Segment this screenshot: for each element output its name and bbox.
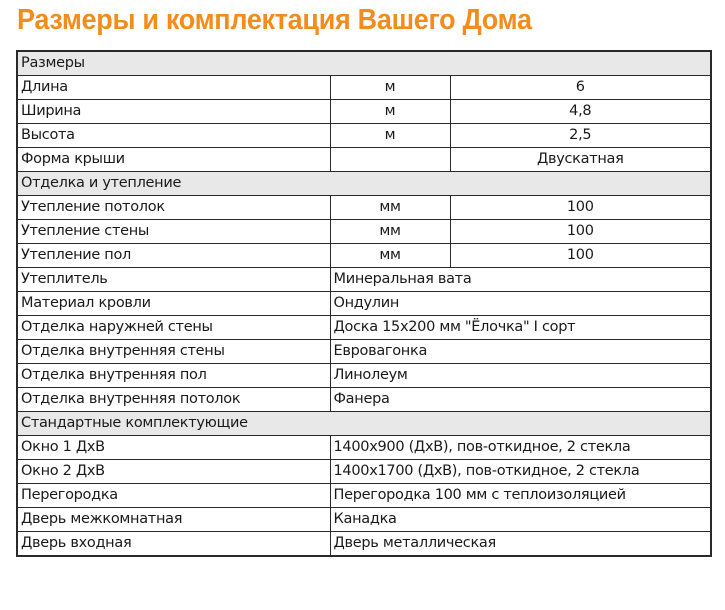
row-value: Минеральная вата — [330, 268, 711, 292]
row-value: Канадка — [330, 508, 711, 532]
row-label: Перегородка — [17, 484, 330, 508]
table-row — [17, 388, 711, 412]
table-row — [17, 436, 711, 460]
row-label: Материал кровли — [17, 292, 330, 316]
row-label: Утепление стены — [17, 220, 330, 244]
row-value: 4,8 — [450, 100, 711, 124]
section-header-components — [17, 412, 711, 436]
row-label: Отделка внутренняя пол — [17, 364, 330, 388]
row-value: Доска 15х200 мм "Ёлочка" I сорт — [330, 316, 711, 340]
row-value: Евровагонка — [330, 340, 711, 364]
table-row — [17, 364, 711, 388]
row-unit: м — [330, 100, 450, 124]
row-label: Отделка внутренняя потолок — [17, 388, 330, 412]
row-value: 1400х900 (ДхВ), пов-откидное, 2 стекла — [330, 436, 711, 460]
table-row — [17, 196, 711, 220]
row-label: Длина — [17, 76, 330, 100]
row-value: Линолеум — [330, 364, 711, 388]
row-unit: мм — [330, 244, 450, 268]
table-row — [17, 340, 711, 364]
row-label: Отделка внутренняя стены — [17, 340, 330, 364]
row-label: Ширина — [17, 100, 330, 124]
row-value: 100 — [450, 196, 711, 220]
table-row — [17, 316, 711, 340]
row-value: Фанера — [330, 388, 711, 412]
row-unit: мм — [330, 220, 450, 244]
table-row — [17, 100, 711, 124]
section-header-finishing — [17, 172, 711, 196]
section-label: Отделка и утепление — [17, 172, 711, 196]
row-value: Дверь металлическая — [330, 532, 711, 557]
row-label: Окно 2 ДхВ — [17, 460, 330, 484]
row-value: 100 — [450, 220, 711, 244]
section-label: Размеры — [17, 51, 711, 76]
table-row — [17, 268, 711, 292]
table-row — [17, 220, 711, 244]
table-row — [17, 484, 711, 508]
table-row — [17, 76, 711, 100]
specifications-table — [16, 50, 712, 557]
row-unit — [330, 148, 450, 172]
table-row — [17, 148, 711, 172]
row-label: Форма крыши — [17, 148, 330, 172]
table-row — [17, 292, 711, 316]
row-value: 1400х1700 (ДхВ), пов-откидное, 2 стекла — [330, 460, 711, 484]
section-label: Стандартные комплектующие — [17, 412, 711, 436]
row-label: Дверь входная — [17, 532, 330, 557]
row-value: Двускатная — [450, 148, 711, 172]
row-label: Дверь межкомнатная — [17, 508, 330, 532]
row-unit: м — [330, 76, 450, 100]
section-header-dimensions — [17, 51, 711, 76]
row-unit: мм — [330, 196, 450, 220]
row-value: Перегородка 100 мм с теплоизоляцией — [330, 484, 711, 508]
row-unit: м — [330, 124, 450, 148]
table-row — [17, 244, 711, 268]
row-label: Утепление пол — [17, 244, 330, 268]
row-label: Окно 1 ДхВ — [17, 436, 330, 460]
table-row — [17, 460, 711, 484]
row-label: Утеплитель — [17, 268, 330, 292]
row-value: 100 — [450, 244, 711, 268]
page-title: Размеры и комплектация Вашего Дома — [17, 4, 532, 36]
row-value: 2,5 — [450, 124, 711, 148]
row-label: Отделка наружней стены — [17, 316, 330, 340]
table-row — [17, 508, 711, 532]
table-row — [17, 124, 711, 148]
row-label: Высота — [17, 124, 330, 148]
row-value: Ондулин — [330, 292, 711, 316]
row-label: Утепление потолок — [17, 196, 330, 220]
row-value: 6 — [450, 76, 711, 100]
table-row — [17, 532, 711, 557]
